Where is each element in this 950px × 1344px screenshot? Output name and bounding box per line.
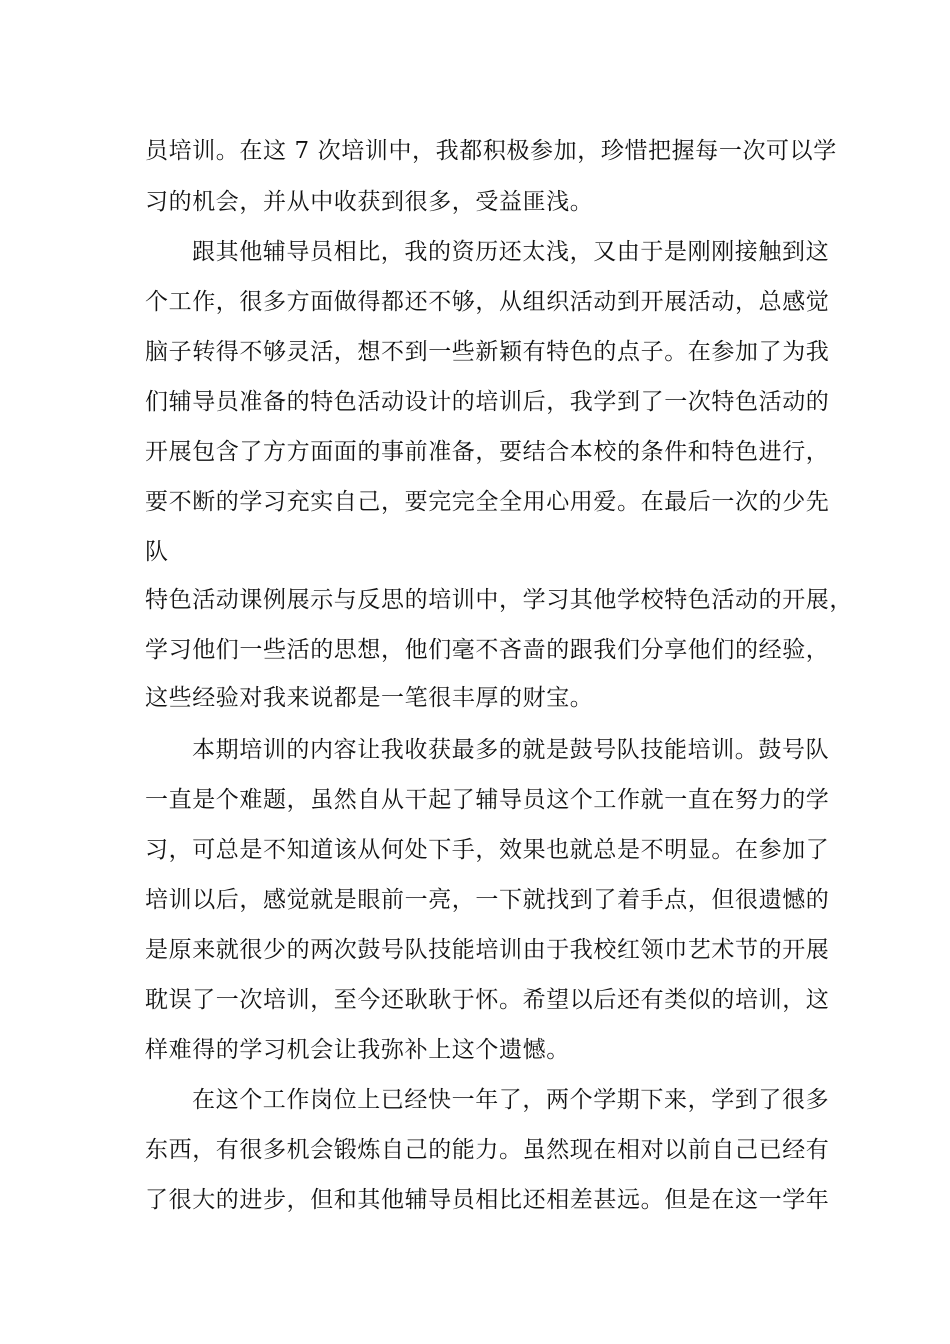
text-line: 要不断的学习充实自己，要完完全全用心用爱。在最后一次的少先 <box>145 489 830 515</box>
text-line: 是原来就很少的两次鼓号队技能培训由于我校红领巾艺术节的开展 <box>145 937 830 963</box>
paragraph-first-line: 本期培训的内容让我收获最多的就是鼓号队技能培训。鼓号队 <box>192 737 830 763</box>
text-line: 习，可总是不知道该从何处下手，效果也就总是不明显。在参加了 <box>145 837 830 863</box>
text-line: 了很大的进步，但和其他辅导员相比还相差甚远。但是在这一学年 <box>145 1187 830 1213</box>
paragraph-first-line: 在这个工作岗位上已经快一年了，两个学期下来，学到了很多 <box>192 1087 830 1113</box>
text-line: 习的机会，并从中收获到很多，受益匪浅。 <box>145 189 594 215</box>
text-line: 个工作，很多方面做得都还不够，从组织活动到开展活动，总感觉 <box>145 289 830 315</box>
text-line: 培训以后，感觉就是眼前一亮，一下就找到了着手点，但很遗憾的 <box>145 887 830 913</box>
text-line: 东西，有很多机会锻炼自己的能力。虽然现在相对以前自己已经有 <box>145 1137 830 1163</box>
text-line: 员培训。在这 7 次培训中，我都积极参加，珍惜把握每一次可以学 <box>145 138 837 164</box>
text-line: 脑子转得不够灵活，想不到一些新颖有特色的点子。在参加了为我 <box>145 339 830 365</box>
text-line: 队 <box>145 539 169 565</box>
text-line: 学习他们一些活的思想，他们毫不吝啬的跟我们分享他们的经验， <box>145 637 830 663</box>
paragraph-first-line: 跟其他辅导员相比，我的资历还太浅，又由于是刚刚接触到这 <box>192 239 830 265</box>
text-line: 耽误了一次培训，至今还耿耿于怀。希望以后还有类似的培训，这 <box>145 987 830 1013</box>
text-line: 们辅导员准备的特色活动设计的培训后，我学到了一次特色活动的 <box>145 389 830 415</box>
text-line: 开展包含了方方面面的事前准备，要结合本校的条件和特色进行， <box>145 439 830 465</box>
text-line: 特色活动课例展示与反思的培训中，学习其他学校特色活动的开展， <box>145 587 853 613</box>
text-line: 样难得的学习机会让我弥补上这个遗憾。 <box>145 1037 570 1063</box>
text-line: 这些经验对我来说都是一笔很丰厚的财宝。 <box>145 685 594 711</box>
text-line: 一直是个难题，虽然自从干起了辅导员这个工作就一直在努力的学 <box>145 787 830 813</box>
